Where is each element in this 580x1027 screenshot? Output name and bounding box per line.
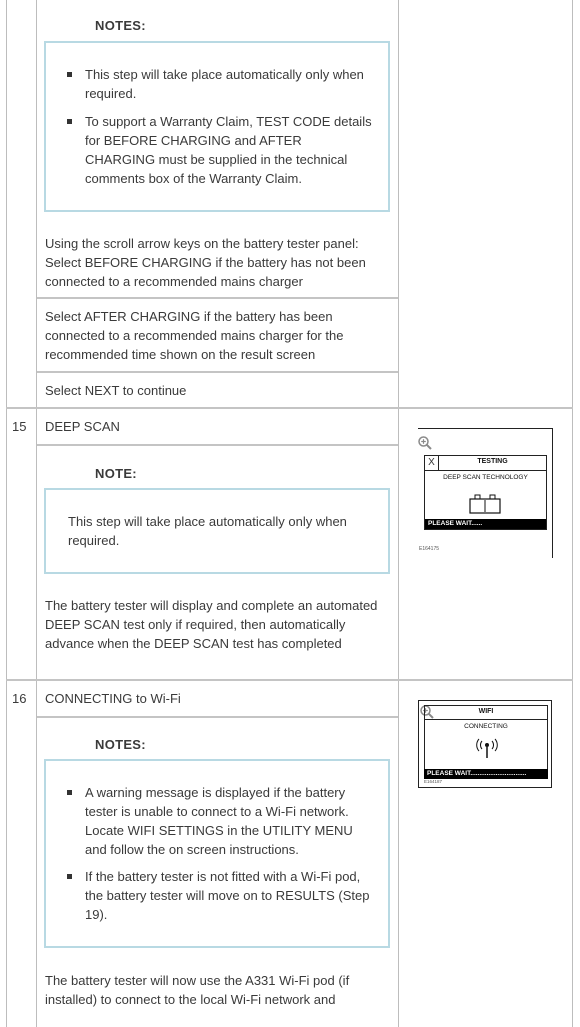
figure-ref: E164187 [424,779,443,784]
device-screen-wifi [418,700,552,788]
paragraph: Using the scroll arrow keys on the battery tester panel: Select BEFORE CHARGING if the battery has not been connected to a recommended mains charger [45,236,366,289]
content-column-border [398,0,399,1027]
paragraph: The battery tester will now use the A331 Wi-Fi pod (if installed) to connect to the local Wi-Fi network and [45,973,350,1007]
bullet-icon [67,119,72,124]
paragraph: Select AFTER CHARGING if the battery has been connected to a recommended mains charger for the recommended time shown on the result screen [45,309,344,362]
paragraph: Select NEXT to continue [45,383,187,398]
figure-edge [418,428,553,429]
figure-ref: E164175 [419,546,440,552]
screen-header-bar [424,719,548,720]
note-title: NOTE: [95,466,137,481]
table-right-border [572,0,573,1027]
step-title: DEEP SCAN [45,419,120,434]
bullet-icon [67,790,72,795]
wifi-antenna-icon [474,737,500,759]
zoom-in-icon[interactable] [418,436,432,450]
close-box-icon: X [425,456,439,470]
step-number-column-border [36,0,37,1027]
figure-edge [552,428,553,558]
battery-icon [469,494,501,514]
step-title: CONNECTING to Wi-Fi [45,691,181,706]
screen-header: TESTING [477,458,508,465]
bullet-icon [67,874,72,879]
table-left-border [6,0,7,1027]
step-row-border [6,679,573,681]
note-text: This step will take place automatically only when required. [68,514,347,548]
row-divider [37,444,398,446]
bullet-icon [67,72,72,77]
note-item: If the battery tester is not fitted with a Wi-Fi pod, the battery tester will move on to RESULTS (Step 19). [85,869,370,922]
row-divider [37,716,398,718]
screen-status: PLEASE WAIT...... [428,520,483,527]
step-number: 16 [12,691,27,706]
screen-status: PLEASE WAIT............................... [427,770,527,777]
row-divider [37,371,398,373]
note-item: This step will take place automatically only when required. [85,67,364,101]
notes-title: NOTES: [95,737,146,752]
screen-header: WIFI [478,708,494,715]
screen-subtitle: CONNECTING [464,723,508,730]
notes-title: NOTES: [95,18,146,33]
row-divider [37,297,398,299]
screen-subtitle: DEEP SCAN TECHNOLOGY [443,474,528,481]
paragraph: The battery tester will display and complete an automated DEEP SCAN test only if required, then automatically advance when the DEEP SCAN test has completed [45,598,378,651]
device-screen-deep-scan [424,455,547,530]
step-number: 15 [12,419,27,434]
note-item: A warning message is displayed if the battery tester is unable to connect to a Wi-Fi network. Locate WIFI SETTINGS in the UTILITY MENU and follow the on screen instructions. [85,785,353,857]
note-item: To support a Warranty Claim, TEST CODE details for BEFORE CHARGING and AFTER CHARGING must be supplied in the technical comments box of the Warranty Claim. [85,114,372,186]
step-row-border [6,407,573,409]
